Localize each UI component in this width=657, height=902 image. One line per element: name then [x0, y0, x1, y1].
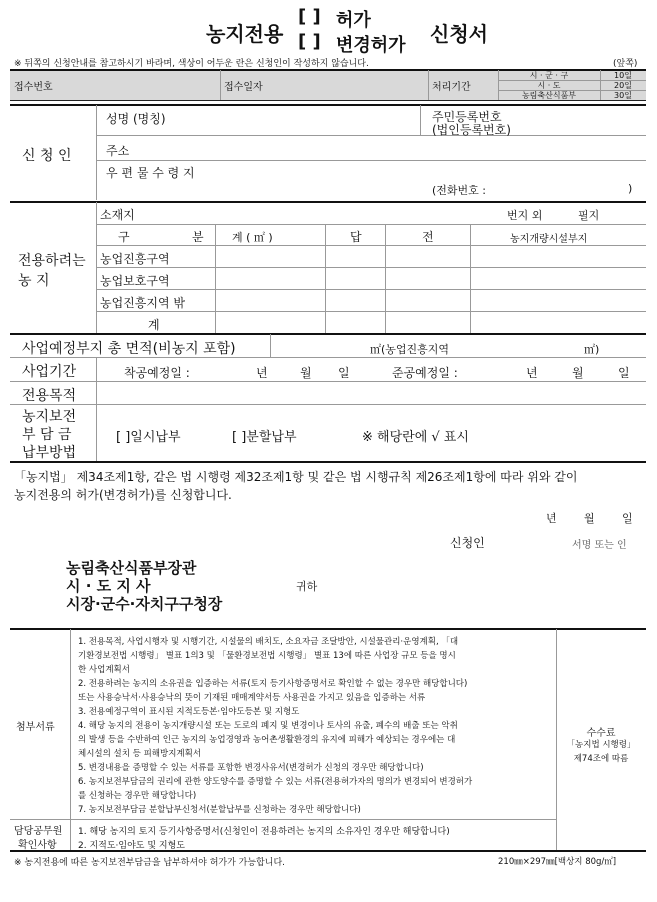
- row-total: 계: [148, 318, 160, 332]
- attachment-line: 4. 해당 농지의 전용이 농지개량시설 또는 도로의 폐지 및 변경이나 토사의 유출, 폐수의 배출 또는 악취: [78, 721, 458, 731]
- form-body-bottom-border: [10, 461, 646, 463]
- total-area-header: 계 ( ㎡ ): [232, 231, 273, 244]
- total-site-area-label: 사업예정부지 총 면적(비농지 포함): [22, 341, 236, 357]
- area-unit-promotion: ㎡(농업진흥지역: [370, 343, 450, 356]
- installment-payment-checkbox[interactable]: [ ]분할납부: [232, 430, 297, 445]
- area-top-border: [10, 333, 646, 335]
- phone-close-paren: ): [628, 182, 633, 195]
- front-page-label: (앞쪽): [613, 59, 638, 69]
- fee-label: 수수료: [586, 728, 616, 739]
- row-outside-zone: 농업진흥지역 밖: [100, 296, 185, 310]
- period-authority-3: 농림축산식품부: [521, 91, 577, 100]
- permit-checkbox[interactable]: [ ]: [298, 6, 321, 27]
- applicant-section-label: 신 청 인: [22, 148, 72, 164]
- addressee-minister: 농림축산식품부장관: [66, 559, 197, 577]
- divider: [96, 404, 97, 461]
- purpose-label: 전용목적: [22, 388, 77, 404]
- attachment-line: 6. 농지보전부담금의 권리에 관한 양도양수를 증명할 수 있는 서류(전용허가자의 명의가 변경되어 변경허가: [78, 777, 473, 787]
- attachments-bottom-border: [10, 850, 646, 852]
- divider: [325, 224, 326, 333]
- attachments-label: 첨부서류: [16, 722, 55, 733]
- divider: [10, 381, 646, 382]
- attachments-top-border: [10, 628, 646, 630]
- divider: [220, 70, 221, 100]
- start-day-unit: 일: [338, 366, 350, 380]
- divider: [96, 311, 646, 312]
- attachment-line: 3. 전용예정구역이 표시된 지적도등본·임야도등본 및 지형도: [78, 707, 300, 717]
- facility-site-header: 농지개량시설부지: [510, 234, 588, 245]
- official-check-item: 2. 지적도·임야도 및 지형도: [78, 841, 185, 851]
- attachment-line: 5. 변경내용을 증명할 수 있는 서류를 포함한 변경사유서(변경허가 신청의 경우만 해당합니다): [78, 763, 424, 773]
- row-protection-zone: 농업보호구역: [100, 274, 170, 288]
- fee-law-reference: 「농지법 시행령」: [566, 740, 636, 750]
- farmland-section-label-2: 농 지: [18, 273, 50, 289]
- end-year-unit: 년: [526, 366, 538, 380]
- start-date-label[interactable]: 착공예정일 :: [124, 366, 190, 380]
- addressee-mayor: 시장·군수·자치구구청장: [66, 595, 223, 613]
- payment-requirement-note: ※ 농지전용에 따른 농지보전부담금을 납부하셔야 허가가 가능합니다.: [14, 858, 286, 868]
- divider: [420, 105, 421, 135]
- official-label-1: 담당공무원: [14, 826, 63, 837]
- sign-or-seal-field[interactable]: 서명 또는 인: [572, 540, 627, 551]
- divider: [470, 224, 471, 333]
- legal-statement-line-2: 농지전용의 허가(변경허가)를 신청합니다.: [14, 488, 232, 502]
- resident-number-label[interactable]: 주민등록번호: [432, 110, 502, 124]
- applicant-top-border: [10, 104, 646, 106]
- payment-label-3: 납부방법: [22, 445, 77, 461]
- divider: [385, 224, 386, 333]
- period-days-3: 30일: [614, 91, 632, 100]
- lot-number-label: 번지 외: [507, 209, 543, 222]
- paddy-header: 답: [350, 230, 362, 244]
- end-date-label[interactable]: 준공예정일 :: [392, 366, 458, 380]
- attachment-line: 한 사업계획서: [78, 665, 130, 675]
- lump-sum-payment-checkbox[interactable]: [ ]일시납부: [116, 430, 181, 445]
- official-label-2: 확인사항: [18, 840, 57, 851]
- location-label[interactable]: 소재지: [100, 208, 135, 222]
- attachment-line: 를 신청하는 경우만 해당합니다): [78, 791, 197, 801]
- divider: [600, 70, 601, 100]
- official-check-item: 1. 해당 농지의 토지 등기사항증명서(신청인이 전용하려는 농지의 소유자인 경우만 해당합니다): [78, 827, 450, 837]
- farmland-top-border: [10, 201, 646, 203]
- start-month-unit: 월: [300, 366, 312, 380]
- attachment-line: 1. 전용목적, 사업시행자 및 시행기간, 시설물의 배치도, 소요자금 조달방안, 시설물관리·운영계획, 「대: [78, 637, 459, 647]
- attachment-line: 기환경보전법 시행령」 별표 1의3 및 「물환경보전법 시행령」 별표 13에 따른 사업장 규모 등을 명시: [78, 651, 456, 661]
- divider: [428, 70, 429, 100]
- legal-statement-line-1: 「농지법」 제34조제1항, 같은 법 시행령 제32조제1항 및 같은 법 시행규칙 제26조제1항에 따라 위와 같이: [14, 470, 578, 484]
- divider: [96, 160, 646, 161]
- row-promotion-zone: 농업진흥구역: [100, 252, 170, 266]
- processing-period-label: 처리기간: [432, 82, 471, 93]
- period-days-1: 10일: [614, 71, 632, 80]
- paper-spec: 210㎜×297㎜[백상지 80g/㎡]: [498, 857, 617, 867]
- applicant-signature-label: 신청인: [450, 536, 485, 550]
- attachment-line: 또는 사용승낙서·사용승낙의 뜻이 기재된 매매계약서등 사용권을 가지고 있음을 입증하는 서류: [78, 693, 426, 703]
- area-unit-close: ㎡): [584, 343, 600, 356]
- divider: [215, 224, 216, 333]
- farmland-section-label: 전용하려는: [18, 253, 86, 269]
- application-day-unit: 일: [622, 512, 633, 525]
- divider: [96, 289, 646, 290]
- divider: [498, 70, 499, 100]
- permit-option: 허가: [336, 10, 371, 31]
- payment-label-1: 농지보전: [22, 409, 77, 425]
- change-permit-option: 변경허가: [336, 35, 406, 56]
- form-title-prefix: 농지전용: [206, 22, 284, 46]
- addressee-governor: 시 · 도 지 사: [66, 577, 151, 595]
- divider: [96, 105, 97, 200]
- corp-number-label: (법인등록번호): [432, 123, 511, 137]
- divider: [96, 245, 646, 246]
- name-label[interactable]: 성명 (명칭): [106, 112, 166, 126]
- divider: [70, 629, 71, 850]
- divider: [10, 357, 646, 358]
- classification-header-2: 분: [192, 230, 204, 244]
- checkmark-instruction: ※ 해당란에 √ 표시: [362, 430, 469, 445]
- field-header: 전: [422, 230, 434, 244]
- period-authority-1: 시 · 군 · 구: [529, 71, 569, 80]
- period-days-2: 20일: [614, 81, 632, 90]
- divider: [10, 404, 646, 405]
- divider: [270, 334, 271, 357]
- divider: [96, 135, 646, 136]
- change-permit-checkbox[interactable]: [ ]: [298, 31, 321, 52]
- project-period-label: 사업기간: [22, 364, 77, 380]
- period-authority-2: 시 · 도: [537, 81, 561, 90]
- address-label[interactable]: 주소: [106, 144, 130, 158]
- form-title-suffix: 신청서: [430, 22, 488, 46]
- phone-label[interactable]: (전화번호 :: [432, 184, 486, 197]
- fee-article-reference: 제74조에 따름: [573, 754, 629, 764]
- attachment-line: 2. 전용하려는 농지의 소유권을 입증하는 서류(토지 등기사항증명서로 확인할 수 없는 경우만 해당합니다): [78, 679, 468, 689]
- end-month-unit: 월: [572, 366, 584, 380]
- divider: [96, 267, 646, 268]
- honorific: 귀하: [296, 580, 318, 593]
- divider: [96, 224, 646, 225]
- receipt-date-label: 접수일자: [224, 82, 263, 93]
- receipt-number-label: 접수번호: [14, 82, 53, 93]
- end-day-unit: 일: [618, 366, 630, 380]
- application-year-unit: 년: [546, 512, 557, 525]
- payment-label-2: 부 담 금: [22, 427, 72, 443]
- attachment-line: 7. 농지보전부담금 분할납부신청서(분할납부를 신청하는 경우만 해당합니다): [78, 805, 361, 815]
- divider: [10, 819, 556, 820]
- attachment-line: 체시설의 설치 등 피해방지계획서: [78, 749, 202, 759]
- postal-address-label[interactable]: 우 편 물 수 령 지: [106, 166, 195, 180]
- start-year-unit: 년: [256, 366, 268, 380]
- application-month-unit: 월: [584, 512, 595, 525]
- classification-header: 구: [118, 230, 130, 244]
- attachment-line: 의 발생 등을 수반하여 인근 농지의 농업경영과 농어촌생활환경의 유지에 피해가 예상되는 경우에는 대: [78, 735, 456, 745]
- instruction-notice: ※ 뒤쪽의 신청안내를 참고하시기 바라며, 색상이 어두운 란은 신청인이 작성하지 않습니다.: [14, 59, 369, 69]
- parcel-count-label: 필지: [578, 209, 600, 222]
